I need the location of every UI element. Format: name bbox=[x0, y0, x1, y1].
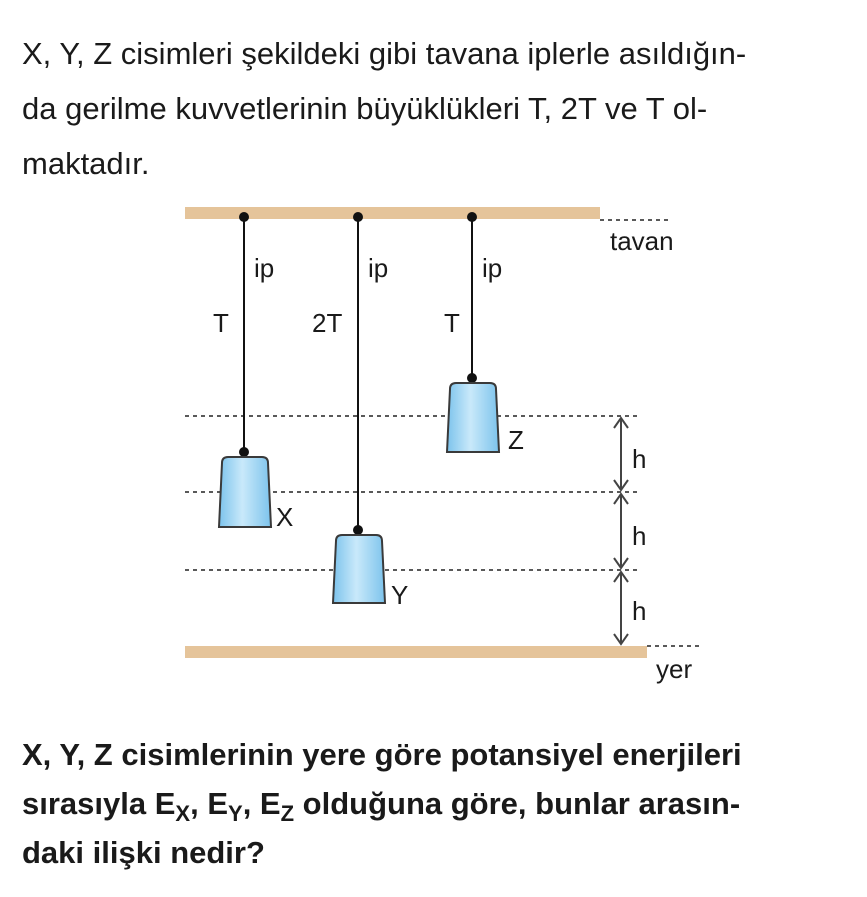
ceiling-label: tavan bbox=[610, 226, 674, 256]
height-arrow-2 bbox=[614, 494, 628, 568]
intro-line-2: da gerilme kuvvetlerinin büyüklükleri T, 2T ve T ol- bbox=[22, 91, 708, 126]
height-label-2: h bbox=[632, 521, 647, 551]
tension-x-label: T bbox=[213, 308, 229, 338]
height-label-1: h bbox=[632, 444, 647, 474]
question-line-2-start: sırasıyla E bbox=[22, 786, 176, 821]
block-x bbox=[219, 457, 271, 527]
subscript-x: X bbox=[175, 801, 191, 826]
rope-y-knot bbox=[353, 525, 363, 535]
block-z bbox=[447, 383, 499, 452]
question-line-2-end: olduğuna göre, bunlar arasın- bbox=[294, 786, 741, 821]
block-x-label: X bbox=[276, 502, 294, 532]
subscript-y: Y bbox=[228, 801, 243, 826]
separator-1: , E bbox=[190, 786, 228, 821]
question-line-3: daki ilişki nedir? bbox=[22, 835, 265, 870]
ground-label: yer bbox=[656, 654, 693, 684]
ground-beam bbox=[185, 646, 647, 658]
intro-line-3: maktadır. bbox=[22, 146, 150, 181]
block-y-label: Y bbox=[391, 580, 409, 610]
separator-2: , E bbox=[242, 786, 281, 821]
rope-y-label: ip bbox=[368, 253, 389, 283]
height-label-3: h bbox=[632, 596, 647, 626]
subscript-z: Z bbox=[280, 801, 295, 826]
rope-z-knot bbox=[467, 373, 477, 383]
question-line-1: X, Y, Z cisimlerinin yere göre potansiyel enerjileri bbox=[22, 737, 742, 772]
intro-line-1: X, Y, Z cisimleri şekildeki gibi tavana iplerle asıldığın- bbox=[22, 36, 747, 71]
height-arrow-3 bbox=[614, 572, 628, 644]
block-z-label: Z bbox=[508, 425, 524, 455]
rope-z-label: ip bbox=[482, 253, 503, 283]
height-arrow-1 bbox=[614, 418, 628, 490]
rope-x-label: ip bbox=[254, 253, 275, 283]
tension-z-label: T bbox=[444, 308, 460, 338]
block-y bbox=[333, 535, 385, 603]
tension-y-label: 2T bbox=[312, 308, 343, 338]
rope-x-knot bbox=[239, 447, 249, 457]
question-line-2 bbox=[22, 779, 862, 828]
problem-question bbox=[22, 730, 862, 877]
